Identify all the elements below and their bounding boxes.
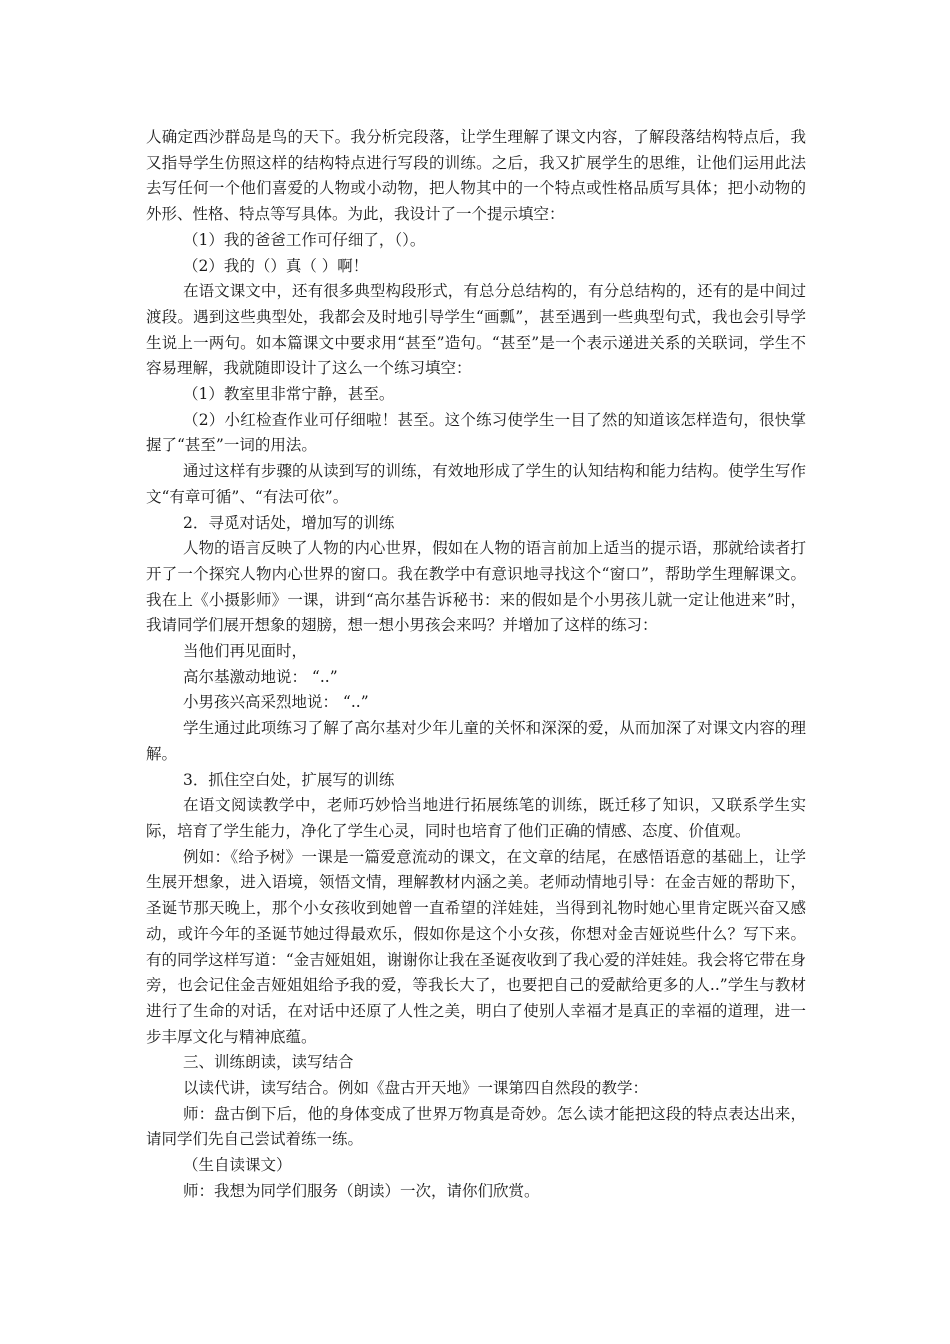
paragraph: （1）教室里非常宁静，甚至。 (183, 385, 395, 404)
paragraph: 在语文课文中，还有很多典型构段形式，有总分总结构的，有分总结构的，还有的是中间过渡段。遇到这些典型处，我都会及时地引导学生“画瓢”，甚至遇到一些典型句式，我也会引导学生说上一两句。如本篇课文中要求用“甚至”造句。“甚至”是一个表示递进关系的关联词，学生不容易理解，我就随即设计了这么一个练习填空： (146, 282, 806, 378)
paragraph: 师：盘古倒下后，他的身体变成了世界万物真是奇妙。怎么读才能把这段的特点表达出来，请同学们先自己尝试着练一练。 (146, 1104, 806, 1149)
paragraph: 当他们再见面时， (183, 642, 308, 661)
section-heading: 3．抓住空白处，扩展写的训练 (183, 770, 395, 789)
paragraph: 以读代讲，读写结合。例如《盘古开天地》一课第四自然段的教学： (183, 1079, 649, 1098)
document-body (146, 125, 806, 1205)
paragraph: （2）小红检查作业可仔细啦！甚至。这个练习使学生一目了然的知道该怎样造句，很快掌握了“甚至”一词的用法。 (146, 410, 806, 455)
paragraph: 人物的语言反映了人物的内心世界，假如在人物的语言前加上适当的提示语，那就给读者打开了一个探究人物内心世界的窗口。我在教学中有意识地寻找这个“窗口”，帮助学生理解课文。我在上《小摄影师》一课，讲到“高尔基告诉秘书：来的假如是个小男孩儿就一定让他进来”时，我请同学们展开想象的翅膀，想一想小男孩会来吗？并增加了这样的练习： (146, 539, 806, 635)
paragraph: （生自读课文） (183, 1156, 292, 1175)
paragraph: 师：我想为同学们服务（朗读）一次，请你们欣赏。 (183, 1181, 540, 1200)
paragraph: （1）我的爸爸工作可仔细了，（）。 (183, 230, 426, 249)
paragraph: （2）我的（）真（ ）啊！ (183, 256, 369, 275)
paragraph: 例如：《给予树》一课是一篇爱意流动的课文，在文章的结尾，在感悟语意的基础上，让学生展开想象，进入语境，领悟文情，理解教材内涵之美。老师动情地引导：在金吉娅的帮助下，圣诞节那天晚上，那个小女孩收到她曾一直希望的洋娃娃，当得到礼物时她心里肯定既兴奋又感动，或许今年的圣诞节她过得最欢乐，假如你是这个小女孩，你想对金吉娅说些什么？写下来。有的同学这样写道：“金吉娅姐姐，谢谢你让我在圣诞夜收到了我心爱的洋娃娃。我会将它带在身旁，也会记住金吉娅姐姐给予我的爱，等我长大了，也要把自己的爱献给更多的人..”学生与教材进行了生命的对话，在对话中还原了人性之美，明白了使别人幸福才是真正的幸福的道理，进一步丰厚文化与精神底蕴。 (146, 847, 806, 1046)
paragraph: 小男孩兴高采烈地说： “..” (183, 693, 369, 712)
section-heading: 三、训练朗读，读写结合 (183, 1053, 354, 1072)
paragraph: 在语文阅读教学中，老师巧妙恰当地进行拓展练笔的训练，既迁移了知识，又联系学生实际，培育了学生能力，净化了学生心灵，同时也培育了他们正确的情感、态度、价值观。 (146, 796, 806, 840)
paragraph: 学生通过此项练习了解了高尔基对少年儿童的关怀和深深的爱，从而加深了对课文内容的理解。 (146, 719, 806, 763)
section-heading: 2．寻觅对话处，增加写的训练 (183, 513, 395, 532)
paragraph: 通过这样有步骤的从读到写的训练，有效地形成了学生的认知结构和能力结构。使学生写作文“有章可循”、“有法可依”。 (146, 462, 806, 506)
paragraph: 人确定西沙群岛是鸟的天下。我分析完段落，让学生理解了课文内容，了解段落结构特点后，我又指导学生仿照这样的结构特点进行写段的训练。之后，我又扩展学生的思维，让他们运用此法去写任何一个他们喜爱的人物或小动物，把人物其中的一个特点或性格品质写具体；把小动物的外形、性格、特点等写具体。为此，我设计了一个提示填空： (146, 128, 806, 224)
paragraph: 高尔基激动地说： “..” (183, 667, 338, 686)
